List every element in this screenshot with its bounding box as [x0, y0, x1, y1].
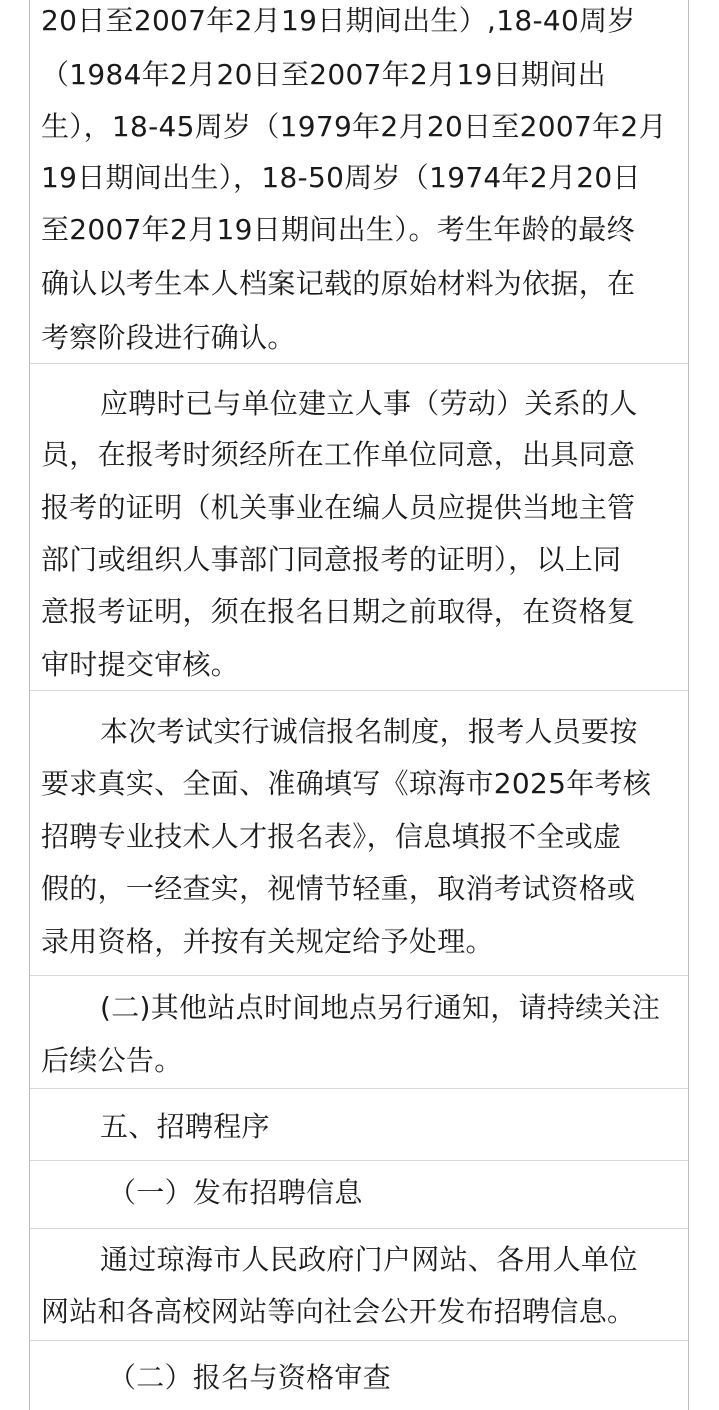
- paragraph-first-line: (二)其他站点时间地点另行通知，请持续关注: [100, 991, 661, 1024]
- text-line: 录用资格，并按有关规定给予处理。: [41, 925, 494, 958]
- text-line: 生），18-45周岁（1979年2月20日至2007年2月: [41, 110, 667, 143]
- text-line: 员，在报考时须经所在工作单位同意，出具同意: [41, 438, 636, 471]
- text-line: 20日至2007年2月19日期间出生）,18-40周岁: [41, 4, 636, 37]
- paragraph-divider: [30, 1160, 688, 1161]
- text-line: 要求真实、全面、准确填写《琼海市2025年考核: [41, 767, 652, 800]
- paragraph-divider: [30, 1340, 688, 1341]
- text-line: 报考的证明（机关事业在编人员应提供当地主管: [41, 491, 636, 524]
- text-line: 后续公告。: [41, 1044, 183, 1077]
- text-line: 假的，一经查实，视情节轻重，取消考试资格或: [41, 872, 636, 905]
- paragraph-divider: [30, 690, 688, 691]
- paragraph-divider: [30, 975, 688, 976]
- text-line: 网站和各高校网站等向社会公开发布招聘信息。: [41, 1295, 636, 1328]
- text-line: 确认以考生本人档案记载的原始材料为依据，在: [41, 267, 636, 300]
- paragraph-first-line: 应聘时已与单位建立人事（劳动）关系的人: [100, 387, 638, 420]
- text-line: 至2007年2月19日期间出生）。考生年龄的最终: [41, 213, 635, 246]
- paragraph-divider: [30, 1088, 688, 1089]
- paragraph-divider: [30, 1228, 688, 1229]
- subsection-heading: （二）报名与资格审查: [108, 1361, 392, 1394]
- text-line: 考察阶段进行确认。: [41, 321, 296, 354]
- section-heading: 五、招聘程序: [100, 1110, 270, 1143]
- paragraph-first-line: 本次考试实行诚信报名制度，报考人员要按: [100, 715, 638, 748]
- subsection-heading: （一）发布招聘信息: [108, 1176, 363, 1209]
- text-line: 招聘专业技术人才报名表》，信息填报不全或虚: [41, 820, 622, 853]
- text-line: 审时提交审核。: [41, 648, 240, 681]
- text-line: 19日期间出生），18-50周岁（1974年2月20日: [41, 161, 641, 194]
- text-line: 部门或组织人事部门同意报考的证明），以上同: [41, 543, 622, 576]
- text-line: 意报考证明，须在报名日期之前取得，在资格复: [41, 595, 636, 628]
- paragraph-divider: [30, 363, 688, 364]
- text-line: （1984年2月20日至2007年2月19日期间出: [41, 58, 606, 91]
- paragraph-first-line: 通过琼海市人民政府门户网站、各用人单位: [100, 1243, 638, 1276]
